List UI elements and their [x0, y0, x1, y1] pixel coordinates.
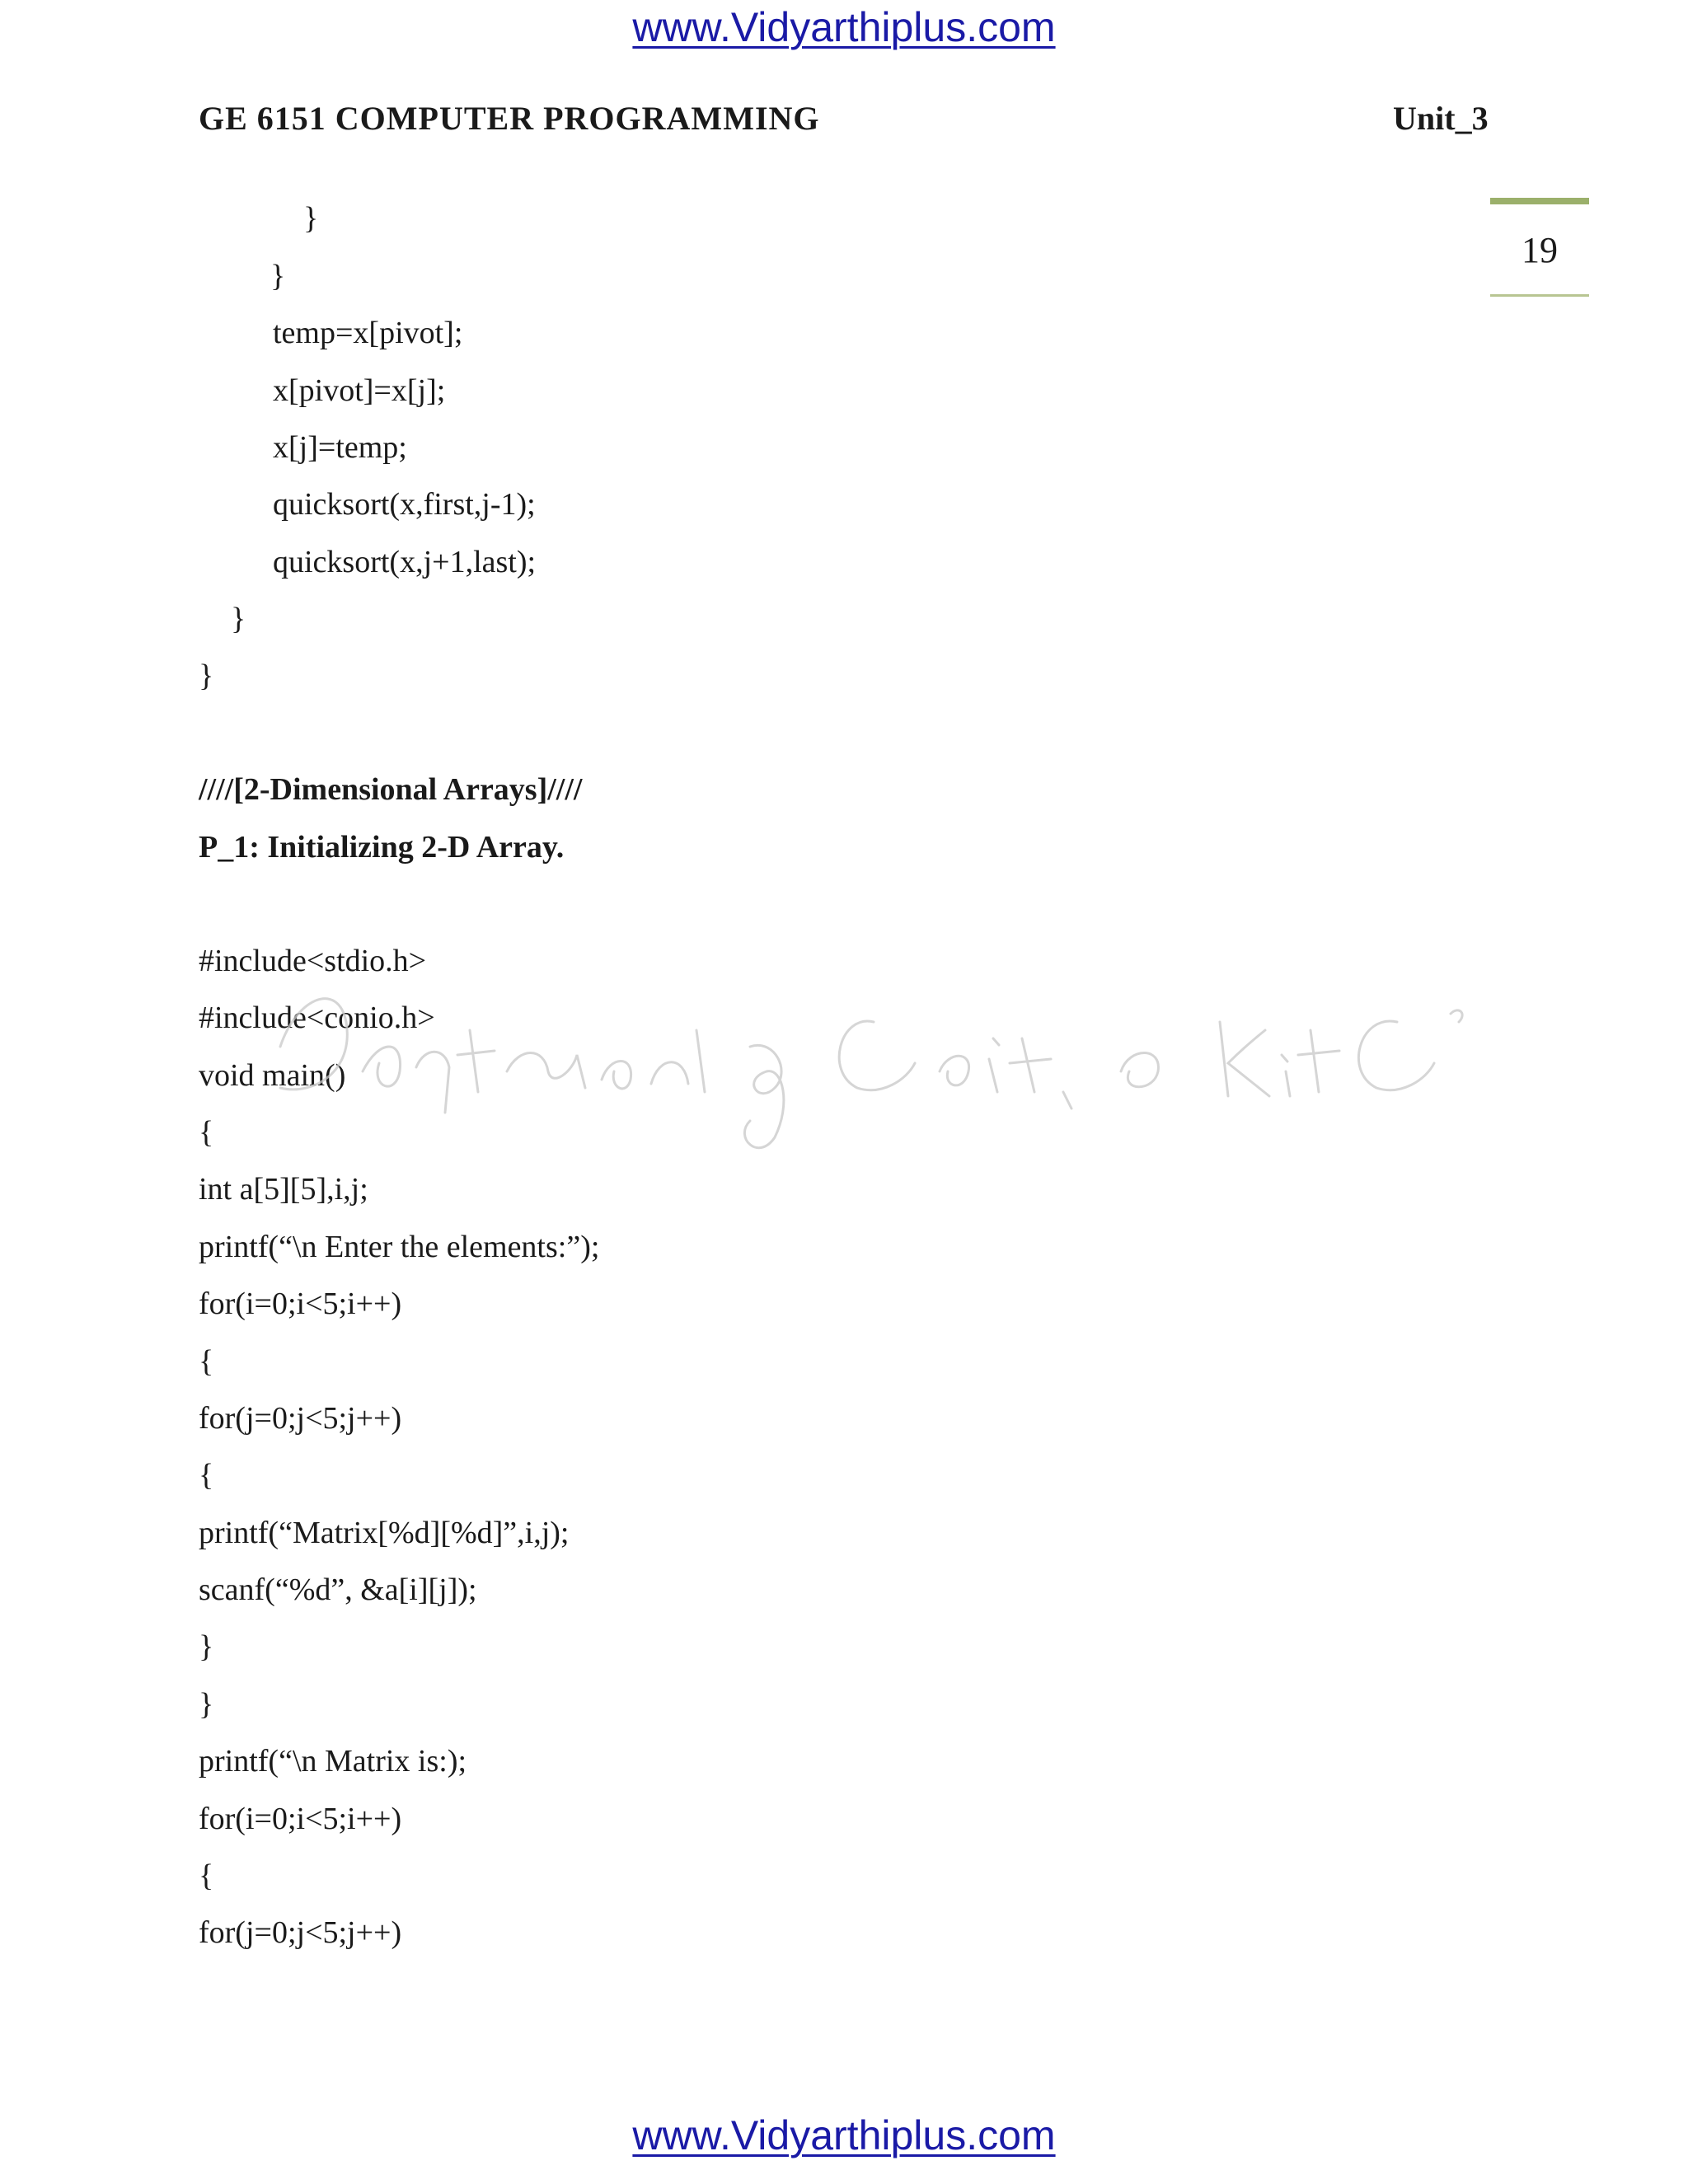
page-number: 19 — [1522, 230, 1558, 270]
code-line: { — [199, 1115, 214, 1150]
program-title: P_1: Initializing 2-D Array. — [199, 830, 565, 865]
code-line: void main() — [199, 1058, 346, 1093]
code-line: quicksort(x,j+1,last); — [273, 545, 537, 579]
code-line: for(j=0;j<5;j++) — [199, 1401, 402, 1436]
code-line: for(j=0;j<5;j++) — [199, 1915, 402, 1950]
code-line: { — [199, 1344, 214, 1379]
page-number-rule-top — [1490, 198, 1589, 204]
code-line: for(i=0;i<5;i++) — [199, 1286, 402, 1321]
code-line: } — [270, 259, 286, 293]
watermark-signature — [247, 948, 1484, 1162]
code-line: #include<conio.h> — [199, 1001, 435, 1035]
unit-label: Unit_3 — [1393, 100, 1489, 137]
code-line: printf(“Matrix[%d][%d]”,i,j); — [199, 1516, 570, 1550]
section-heading: ////[2-Dimensional Arrays]//// — [199, 772, 583, 807]
code-line: int a[5][5],i,j; — [199, 1172, 368, 1207]
code-line: } — [303, 201, 319, 236]
code-line: x[pivot]=x[j]; — [273, 373, 446, 408]
page-number-rule-bottom — [1490, 294, 1589, 297]
code-line: printf(“\n Matrix is:); — [199, 1744, 467, 1779]
code-line: quicksort(x,first,j-1); — [273, 487, 536, 522]
code-line: { — [199, 1858, 214, 1893]
site-link-top[interactable]: www.Vidyarthiplus.com — [632, 4, 1056, 50]
code-line: } — [199, 1629, 214, 1664]
code-line: printf(“\n Enter the elements:”); — [199, 1230, 600, 1264]
code-line: } — [199, 658, 214, 693]
code-line: { — [199, 1458, 214, 1493]
code-line: for(i=0;i<5;i++) — [199, 1802, 402, 1836]
code-line: temp=x[pivot]; — [273, 316, 463, 350]
site-link-bottom[interactable]: www.Vidyarthiplus.com — [632, 2112, 1056, 2158]
code-line: } — [199, 1687, 214, 1722]
code-line: #include<stdio.h> — [199, 944, 427, 978]
code-line: } — [231, 602, 246, 636]
document-title: GE 6151 COMPUTER PROGRAMMING — [199, 100, 820, 137]
code-line: scanf(“%d”, &a[i][j]); — [199, 1572, 477, 1607]
code-line: x[j]=temp; — [273, 430, 407, 465]
